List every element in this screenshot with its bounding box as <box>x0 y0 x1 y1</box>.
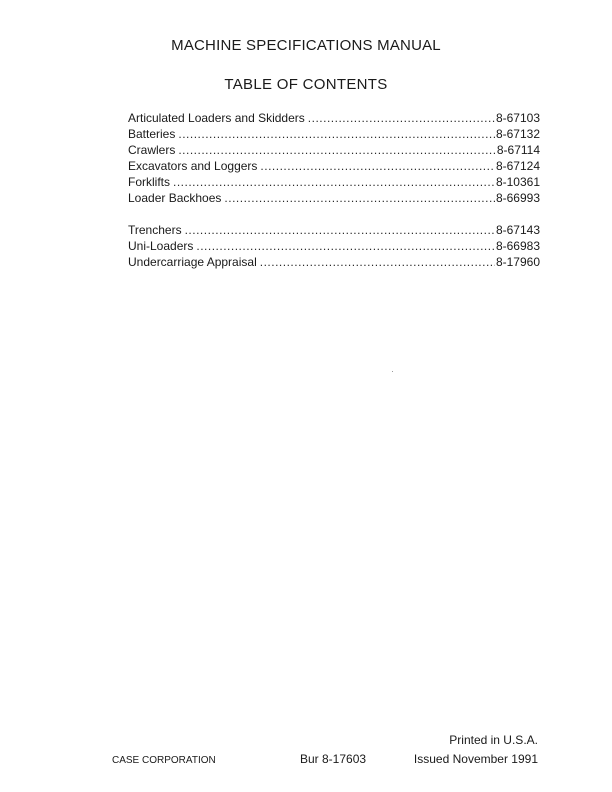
toc-dot-leader <box>173 174 495 190</box>
toc-entry[interactable] <box>128 174 540 190</box>
toc-entry[interactable] <box>128 142 540 158</box>
toc-entry-label: Undercarriage Appraisal <box>128 255 257 269</box>
toc-entry-label: Uni-Loaders <box>128 239 194 253</box>
toc-entry[interactable] <box>128 238 540 254</box>
toc-entry-label: Batteries <box>128 127 176 141</box>
toc-dot-leader <box>178 126 495 142</box>
issue-date: Issued November 1991 <box>413 752 538 766</box>
toc-entry[interactable] <box>128 254 540 270</box>
company-name: CASE CORPORATION <box>112 755 216 766</box>
toc-entry-label: Articulated Loaders and Skidders <box>128 111 305 125</box>
toc-entry-page: 8-17960 <box>495 255 540 269</box>
toc-dot-leader <box>260 158 495 174</box>
toc-entry-page: 8-67103 <box>495 111 540 125</box>
toc-list-primary <box>128 110 540 206</box>
toc-entry-label: Excavators and Loggers <box>128 159 258 173</box>
toc-entry[interactable] <box>128 190 540 206</box>
toc-entry[interactable] <box>128 158 540 174</box>
scan-speck <box>392 371 393 372</box>
toc-dot-leader <box>224 190 495 206</box>
toc-entry-label: Forklifts <box>128 175 170 189</box>
toc-entry-page: 8-10361 <box>495 175 540 189</box>
toc-entry-label: Loader Backhoes <box>128 191 222 205</box>
toc-dot-leader <box>196 238 495 254</box>
toc-list-secondary <box>128 222 540 270</box>
toc-dot-leader <box>260 254 495 270</box>
toc-entry-page: 8-66983 <box>495 239 540 253</box>
manual-title: MACHINE SPECIFICATIONS MANUAL <box>171 37 441 54</box>
toc-dot-leader <box>185 222 495 238</box>
printed-location: Printed in U.S.A. <box>449 733 538 747</box>
toc-heading: TABLE OF CONTENTS <box>224 76 388 93</box>
bulletin-number: Bur 8-17603 <box>300 752 367 766</box>
toc-entry-label: Trenchers <box>128 223 182 237</box>
toc-entry[interactable] <box>128 222 540 238</box>
toc-dot-leader <box>178 142 496 158</box>
toc-entry[interactable] <box>128 110 540 126</box>
toc-dot-leader <box>308 110 495 126</box>
toc-entry-page: 8-67143 <box>495 223 540 237</box>
toc-entry-label: Crawlers <box>128 143 176 157</box>
toc-entry-page: 8-67132 <box>495 127 540 141</box>
toc-entry-page: 8-67124 <box>495 159 540 173</box>
toc-entry-page: 8-67114 <box>496 143 540 157</box>
toc-entry[interactable] <box>128 126 540 142</box>
toc-entry-page: 8-66993 <box>495 191 540 205</box>
